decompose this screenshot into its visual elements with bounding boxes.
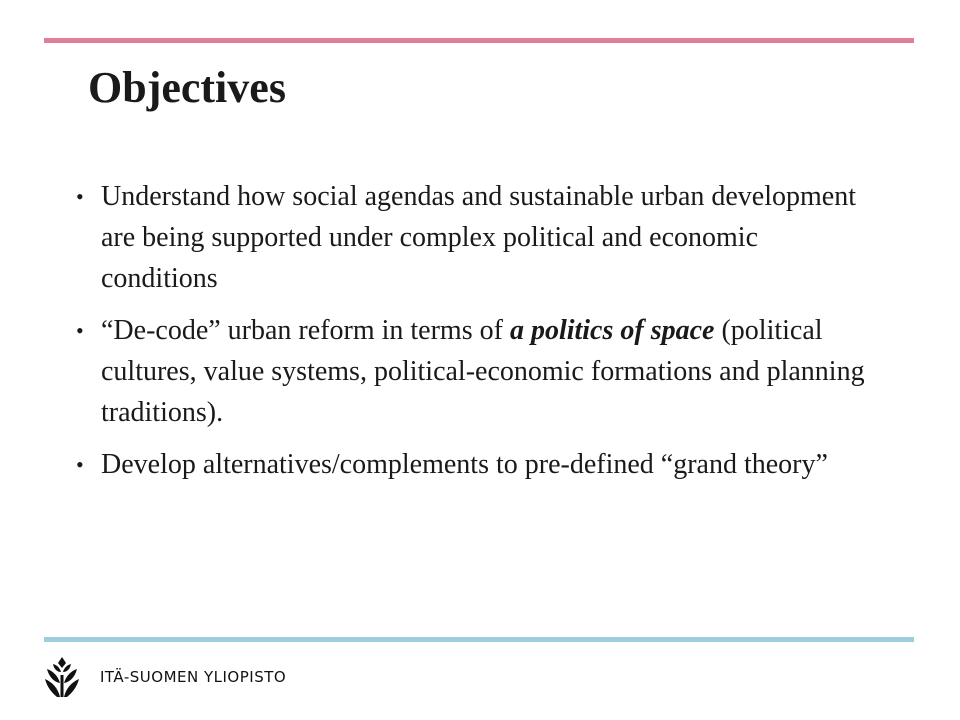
bullet-text-segment: (political cultures, value systems, political-economic formations and planning traditions). bbox=[101, 315, 865, 428]
bullet-marker: • bbox=[76, 184, 84, 209]
bullet-text-segment: “De-code” urban reform in terms of bbox=[101, 315, 510, 346]
bullet-marker: • bbox=[76, 318, 84, 343]
bullet-text-segment: Develop alternatives/complements to pre-defined “grand theory” bbox=[101, 449, 828, 480]
slide-title: Objectives bbox=[88, 63, 286, 112]
leaf-tree-icon bbox=[44, 655, 80, 699]
emphasized-phrase: a politics of space bbox=[509, 315, 715, 346]
bullet-text bbox=[101, 444, 876, 485]
university-logo bbox=[44, 655, 286, 699]
top-divider bbox=[44, 38, 914, 43]
bullet-text bbox=[101, 310, 876, 433]
bullet-marker: • bbox=[76, 452, 84, 477]
bullet-text bbox=[101, 176, 876, 299]
objectives-list bbox=[76, 176, 876, 496]
bullet-text-segment: Understand how social agendas and sustainable urban development are being supported under complex political and economic conditions bbox=[101, 181, 857, 294]
logo-text: ITÄ-SUOMEN YLIOPISTO bbox=[100, 668, 287, 686]
bullet-item bbox=[76, 444, 876, 485]
bottom-divider bbox=[44, 637, 914, 642]
bullet-item bbox=[76, 176, 876, 299]
bullet-item bbox=[76, 310, 876, 433]
